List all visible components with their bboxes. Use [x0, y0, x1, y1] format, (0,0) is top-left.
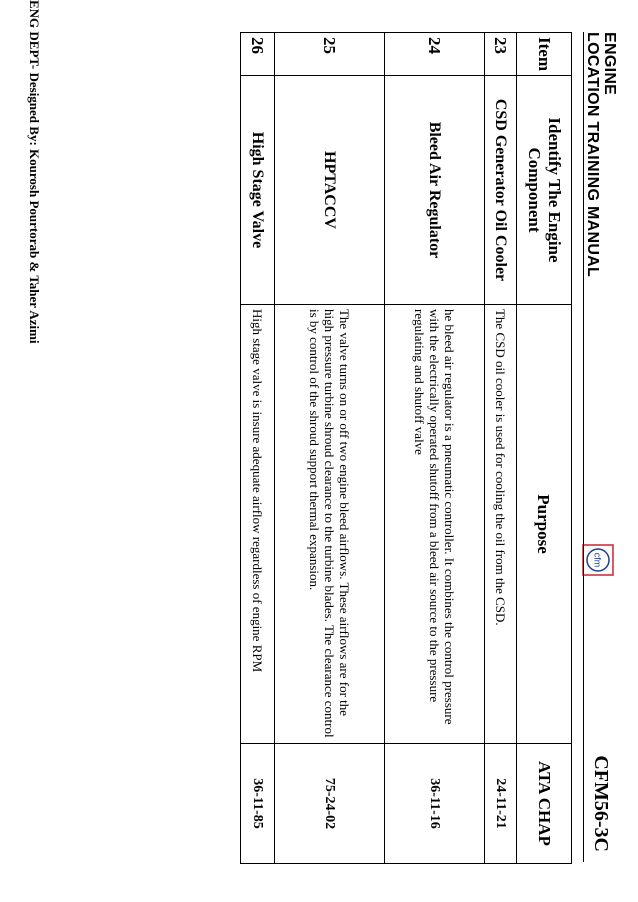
row-ata: 24-11-21: [485, 743, 517, 863]
row-ata: 36-11-16: [385, 743, 485, 863]
table-row: [275, 33, 385, 864]
row-component: Bleed Air Regulator: [385, 75, 485, 304]
table-header-row: [517, 33, 572, 864]
row-component: HPTACCV: [275, 75, 385, 304]
table-row: [241, 33, 275, 864]
header-ata: ATA CHAP: [517, 743, 572, 863]
row-ata: 75-24-02: [275, 743, 385, 863]
header-item: Item: [517, 33, 572, 76]
row-purpose: he bleed air regulator is a pneumatic controller. It combines the control pressure with the electrically operated shutoff from a bleed air source to the pressure regulating and shutoff valve: [385, 304, 485, 743]
row-purpose: The valve turns on or off two engine bleed airflows. These airflows are for the high pressure turbine shroud clearance to the turbine blades. The clearance control is by control of the shroud support thermal expansion.: [275, 304, 385, 743]
row-component: CSD Generator Oil Cooler: [485, 75, 517, 304]
row-purpose: The CSD oil cooler is used for cooling the oil from the CSD.: [485, 304, 517, 743]
manual-title-line2: LOCATION TRAINING MANUAL: [584, 32, 601, 278]
table-row: [385, 33, 485, 864]
row-item: 23: [485, 33, 517, 76]
manual-title: [584, 32, 618, 277]
row-component: High Stage Valve: [241, 75, 275, 304]
row-item: 24: [385, 33, 485, 76]
header-component: Identify The Engine Component: [517, 75, 572, 304]
header-divider: [583, 32, 584, 862]
cfm-logo-icon: [582, 544, 614, 576]
component-table: [240, 32, 572, 864]
manual-title-line1: ENGINE: [601, 32, 618, 96]
row-item: 25: [275, 33, 385, 76]
logo-text: cfm: [592, 552, 603, 568]
row-item: 26: [241, 33, 275, 76]
footer-credit: ENG DEPT- Designed By: Kourosh Pourtorab & Taher Azimi: [27, 0, 42, 344]
table-row: [485, 33, 517, 864]
header-purpose: Purpose: [517, 304, 572, 743]
row-ata: 36-11-85: [241, 743, 275, 863]
engine-model: CFM56-3C: [590, 755, 612, 852]
row-purpose: High stage valve is insure adequate airflow regardless of engine RPM: [241, 304, 275, 743]
